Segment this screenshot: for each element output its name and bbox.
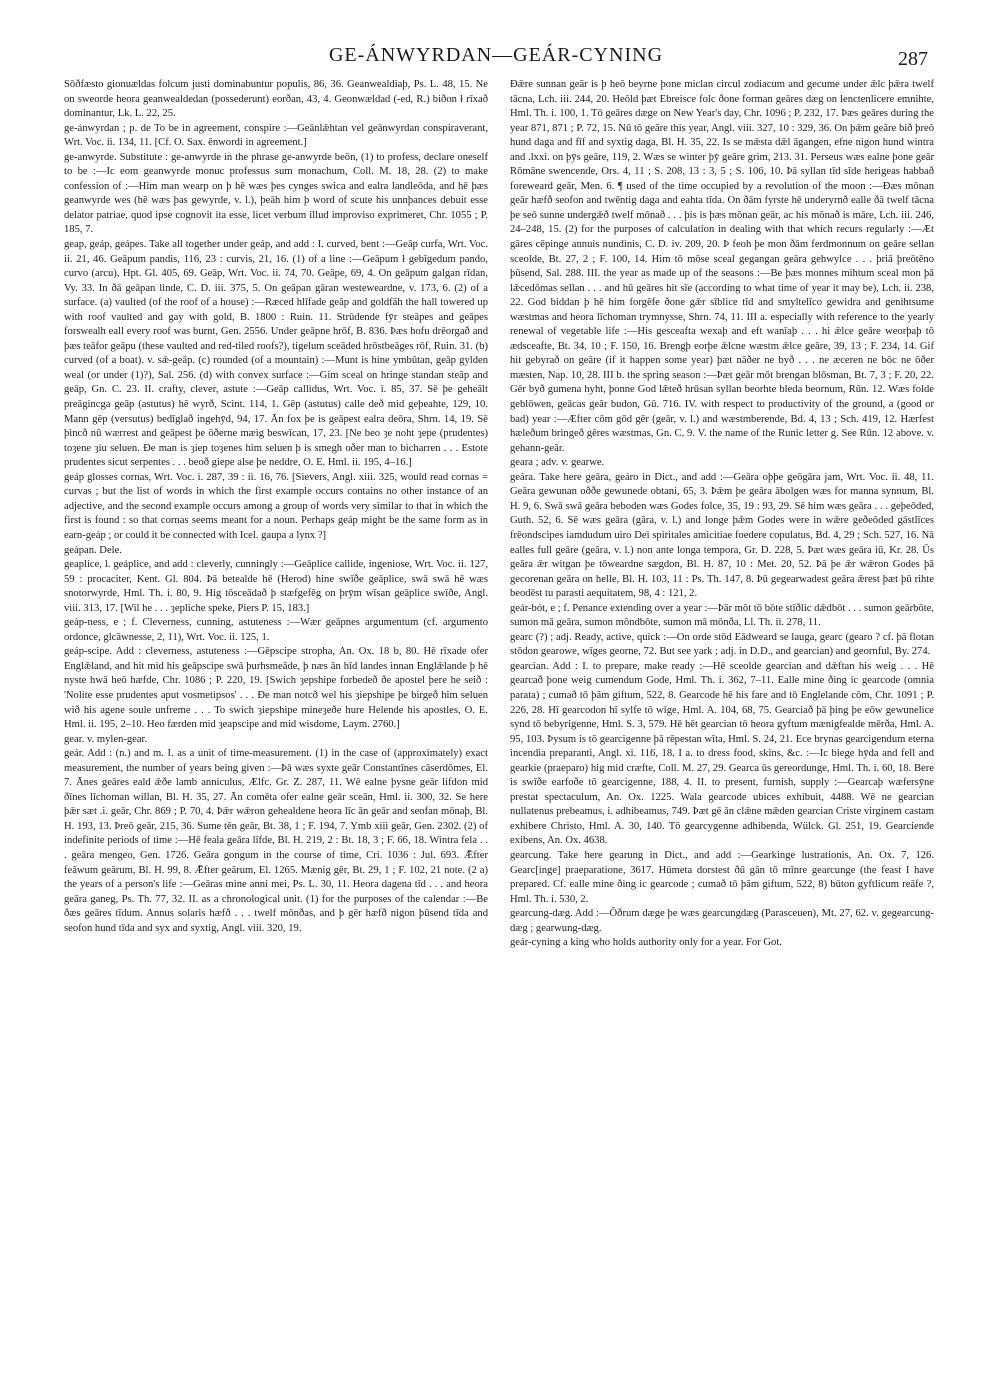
entry-paragraph: geár-cyning a king who holds authority only for a year. For Got. xyxy=(510,937,782,949)
entry-paragraph: gearcung-dæg. Add :—Ōðrum dæge þe wæs gearcungdæg (Parasceuen), Mt. 27, 62. v. gegearcung-dæg ; gearwung-dæg. xyxy=(510,908,934,934)
entry-paragraph: ge-anwyrde. Substitute : ge-anwyrde in the phrase ge-anwyrde beōn, (1) to profess, declare oneself to be :—Ic eom geanwyrde monuc professus sum monachum, Coll. M. 18, 28. (2) to make confession of :—Him man wearp on þ hē wæs þes cynges swica and ealra landleōda, and hē þæs geanwyrde wes (hē wæs þas gewyrde, v. l.), þeāh him þ word of scute his unnþances debuit esse delator patriae, quod ipse cognovit ita esse, licet verbum illud improviso exprimeret, Chr. 1055 ; P. 185, 7. xyxy=(64,151,488,236)
entry-paragraph: geára. Take here geāra, geáro in Dict., and add :—Geāra oþþe geōgāra jam, Wrt. Voc. ii. 48, 11. Geāra gewunan oððe gewunede obtani, 65, 3. Þǣm þe geāra ābolgen wæs for manna synnum, Bl. H. 9, 6. Swā swā geāra beboden wæs Godes folce, 35, 19 : 93, 29. Sē him wæs geāra . . . geþeōded, Guth. 52, 6. Sē wæs geāra (gāra, v. l.) and longe þǣm Godes were in wǣre geðeōded gāstlīces frēondscipes iamdudum uiro Dei spiritales amicitiae foedere copulatus, Bd. 4, 29 ; Sch. 527, 16. Nā ealles full geāre (geāra, v. l.) non ante longa tempora, Gr. D. 228, 5. Þæt wæs geāra iū, Kr. 28. Ūs geāra ǣr witgan þe tōweardne sægdon, Bl. H. 87, 10 : Met. 20, 52. Þā þe ǣr wǣron Godes þā gecorenan geāra on helle, Bl. H. 103, 11 : Ps. Th. 147, 8. Þū gegearwadest geāra ǣrest þæt þū rihte beodēst tu parasti aequitatem, 98, 4 : 121, 2. xyxy=(510,471,934,600)
entry-paragraph: gearcung. Take here gearung in Dict., and add :—Gearkinge lustrationis, An. Ox. 7, 126. Gearc[inge] praeparatione, 3617. Hūmeta dorstest ðū gān tō mīnre gearcunge (the feast I have prepared. Cf. ealle mine ðing ic gearcode ; cumað tō þām giftum, 522, 8) būton gyftlicum reāfe ?, Hml. Th. i. 530, 2. xyxy=(510,849,934,905)
entry-paragraph: gearcian. Add : I. to prepare, make ready :—Hē sceolde gearcian and dǣftan his weig . . . Hē gearcað þone weig cumendum Gode, Hml. Th. i. 362, 7–11. Ealle mine ðing ic gearcode (omnia parata) ; cumað tō þām giftum, 522, 8. Gearcode hē his fare and tō Englelande cōm, Chr. 1091 ; P. 226, 28. Hī gearcodon hī sylfe tō wīge, Hml. A. 104, 68, 75. Gearciað þā þing þe eōw gewunelice synd tō bebyrigenne, Hml. S. 3, 579. Hē hēt gearcian tō heora gyftum mænigfealde mērða, Hml. A. 95, 103. Þysum is tō gearcigenne þā rēpestan wīta, Hml. S. 24, 21. Ece brynas gearcigendum eterna incendia preparanti, Angl. xi. 116, 18. I a. to dress food, skins, &c. :—Ic biege hȳda and fell and gearkie (praeparo) hig mid cræfte, Coll. M. 27, 29. Gearca ūs gereordunge, Hml. Th. i. 60, 18. Bere is swīðe earfoðe tō gearcigenne, 188, 4. II. to present, furnish, supply :—Gearcaþ wæfersȳne prestat spectaculum, An. Ox. 1225. Wala gearcode ubices exhibuit, 4488. Wē ne gearcian nullatenus prebeamus, i. adhibeamus, 749. Þæt gē ān clǣne mǣden gearcian Criste virginem castam exhibere Christo, Hml. A. 30, 140. Tō gearcygenne adhibenda, Wülck. Gl. 251, 19. Gearciende exibens, An. Ox. 4638. xyxy=(510,660,934,847)
entry-paragraph: Ðǣre sunnan geār is þ heō beyrne þone miclan circul zodiacum and gecume under ǣlc þǣra twelf tācna, Lch. iii. 244, 20. Heōld þæt Ebreisce folc ðone forman geāres dæg on lenctenlicere emnihte, Hml. Th. i. 100, 1. Tō geāres dæge on New Year's day, Chr. 1096 ; P. 232, 17. Þæs geāres during the year 871, 871 ; P. 72, 15. Nū tō geāre this year, Angl. viii. 327, 10 : 329, 36. On þǣm geāre bið þreō hund daga and fīf and syxtig daga, Bl. H. 35, 22. Is se mǣsta dǣl āgangen, efne nigon hund wintra and .lxxi. on þȳs geāre, 119, 2. Wæs se winter þȳ geāre grim, 213. 31. Perseus wæs ealne þone geār Rōmāne swencende, Ors. 4, 11 ; S. 208, 13 : 3, 5 ; S. 106, 10. Þā syllan tīd sīde herigeas habbað foreweard geār, Men. 6. ¶ used of the time occupied by a revolution of the moon :—Ðæs mōnan geār hæfð seofon and twēntig daga and eahta tīda. On ðām fyrste hē underyrnð ealle ðā twelf tācna þe seō sunne undergǣð twelf mōnað . . . þis is þæs mōnan geār, ac his mōnað is māre, Lch. iii. 246, 24–248, 15. (2) for the purposes of calculation in dealing with that which recurs regularly :—Æt gāres cēpinge annuis nundinis, C. D. iv. 209, 20. Þ feoh þe mon ðām ferdmonnum on geāre sellan sceolde, Bt. 27, 2 ; F. 100, 14. Him tō mōse sceal gegangan geāra gehwylce . . . þriā þreōtēno þūsend, Sal. 288. III. the year as made up of the seasons :—Be þæs monnes mihtum sceal mon þā lǣcedōmas sellan . . . and hū geāres hit sīe (according to what time of year it may be), Lch. ii. 238, 22. God biddan þ hē him forgēfe ðone gǣr sīblice tīd and smyltelīco gewidra and genihtsume wæstmas and heora līchoman trymnysse, Shrn. 74, 11. III a. especially with reference to the yearly renewal of vegetable life :—His gesceafta wexaþ and eft wanīaþ . . . hi ǣlce geāre weorþaþ tō ædsceafte, Bt. 34, 10 ; F. 150, 16. Brengþ eorþe ǣlcne wæstm ǣlce geāre, 39, 13 ; F. 234, 14. Gif hit gebyrað on geāre (if it happen some year) þæt nāðer ne byð . . . ne æceren ne bōc ne ōðer mæsten, Nap. 10, 28. III b. the spring season :—Þæt geār mōt brengan blōsman, Bt. 7, 3 ; F. 20, 22. Gēr byð gumena hyht, þonne God lǣteð hrūsan syllan beorhte bleda beornum, Rūn. 12. Wæs folde geblōwen, geācas geār budon, Gū. 716. IV. with respect to productivity of the ground, a (good or bad) year :—Æfter cōm gōd gēr (geār, v. l.) and wæstmberende, Bd. 4, 13 ; Sch. 419, 12. Hærfest hæleðum bringeð gēres wæstmas, Gn. C. 9. V. the name of the Runic letter g. See Rūn. 12 above. v. gehann-geār. xyxy=(510,79,934,454)
entry-paragraph: ge-ánwyrdan ; p. de To be in agreement, conspire :—Geānlǣhtan vel geānwyrdan conspiraverant, Wrt. Voc. ii. 134, 11. [Cf. O. Sax. ēnwordi in agreement.] xyxy=(64,122,488,149)
entry-paragraph: geáp glosses cornas, Wrt. Voc. i. 287, 39 : ii. 16, 76. [Sievers, Angl. xiii. 325, would read cornas = curvas ; but the list of words in which the first example occurs contains no other instance of an adjective, and the second example occurs among a group of words very similar to that in which the first is found : so that cornas seems meant for a noun. Perhaps geáp might be the same form as in earn-geáp ; or could it be connected with Icel. gaupa a lynx ?] xyxy=(64,471,488,541)
page-header xyxy=(64,44,928,74)
page-number: 287 xyxy=(898,48,928,70)
entry-paragraph: geaplice, l. geáplice, and add : cleverly, cunningly :—Geāplice callide, ingeniose, Wrt. Voc. ii. 127, 59 : procaciter, Kent. Gl. 804. Þā betealde hē (Herod) hine swīðe geāplice, swā swā hē wæs snotorwyrde, Hml. Th. i. 80, 9. Hig tōsceādað þ stæfgefēg on þrȳm wīsan geāplice swīðe, Angl. viii. 313, 17. [Wil he . . . ȝepliche speke, Piers P. 15, 183.] xyxy=(64,559,488,614)
left-column xyxy=(64,78,488,1363)
running-head: GE-ÁNWYRDAN—GEÁR-CYNING xyxy=(328,44,664,66)
entry-paragraph: geáp-scipe. Add : cleverness, astuteness :—Gēpscipe stropha, An. Ox. 18 b, 80. Hē rīxade ofer Englǣland, and hit mid his geāpscipe swā þurhsmeāde, þ næs ān hīd landes innan Englǣlande þ hē nyste hwā heō hæfde, Chr. 1086 ; P. 220, 19. [Swich ȝepshipe forbedeð ðe apostel þere he seið : 'Nolite esse prudentes aput vosmetipsos' . . . Ðe man notcð wel his ȝiepshipe þe birgeð him seluen wið his agene soule unfreme . . . To swich ȝiepshipe mineȝeðe hure Helende his apostles, O. E. Hml. ii. 195, 2–10. Heo færden mid ȝeapscipe and mid wisdome, Laym. 2760.] xyxy=(64,646,488,731)
entry-paragraph: geár. Add : (n.) and m. I. as a unit of time-measurement. (1) in the case of (approximately) exact measurement, the number of years being given :—Þā wæs syxte geār Constantīnes cāserdōmes, El. 7. Ānes geāres eald ǣðe lamb anniculus, Ælfc. Gr. Z. 287, 11. Wē ealne þysne geār lifdon mid ðīnes līchoman willan, Bl. H. 35, 27. Ān comēta ofer ealne geār sceān, Hml. ii. 300, 32. Se here þǣr sæt .i. geār, Chr. 869 ; P. 70, 4. Þǣr wǣron gehealdene heora līc ān geār and seofan mōnaþ, Bl. H. 193, 13. Þreō geār, 215, 36. Sume tēn geār, Bt. 38, 1 ; F. 194, 7. Ymb xiii geār, Gen. 2302. (2) of indefinite periods of time :—Hē feala geāra līfde, Bl. H. 219, 2 : Bt. 18, 3 ; F. 66, 18. Wintra fela . . . geāra mengeo, Gen. 1726. Geāra gongum in the course of time, Cri. 1036 : Jul. 693. Ǣfter feāwum geārum, Bl. H. 99, 8. Ǣfter geārum, El. 1265. Mænig gēr, Bt. 29, 1 ; F. 102, 21 note. (2 a) the years of a person's life :—Geāras mine anni mei, Ps. L. 30, 11. Heora dagena tīd . . . and heora geāra ganeg, Ps. Th. 77, 32. II. as a chronological unit. (1) for the purposes of the calendar :—Be ðæs geāres tīdum. Annus solaris hæfð . . . twelf mōnðas, and þ gēr hæfð nigon þūsend tīda and seofon hund tīda and syx and syxtig, Angl. viii. 320, 19. xyxy=(64,748,488,934)
entry-paragraph: gear. v. mylen-gear. xyxy=(64,733,148,745)
entry-paragraph: Sōðfæsto gionuældas folcum justi dominabuntur populis, 86, 36. Geanwealdiaþ, Ps. L. 48, 15. Ne on sweorde heora geanwealdedan (possederunt) eorðan, 43, 4. Geonwældad (-ed, R.) biðon ł rīxað dominantur, Lk. L. 22, 25. xyxy=(64,79,488,120)
entry-paragraph: gearc (?) ; adj. Ready, active, quick :—On orde stōd Eādweard se lauga, gearc (gearo ? cf. þā flotan stōdon gearowe, wīges georne, 72. But see yark ; adj. in D.D., and gearcian) and geornful, By. 274. xyxy=(510,631,934,658)
entry-paragraph: geáp-ness, e ; f. Cleverness, cunning, astuteness :—Wær geāpnes argumentum (cf. argumento ordonce, glcāwnesse, 2, 11), Wrt. Voc. ii. 125, 1. xyxy=(64,617,488,643)
right-column xyxy=(510,78,934,1363)
entry-paragraph: geár-bót, e ; f. Penance extending over a year :—Þār mōt tō bōte stīðlic dǣdbōt . . . sumon geārbōte, sumon mā geāra, sumon mōndbōte, sumon mā mōnða, Ll. Th. ii. 278, 11. xyxy=(510,602,934,629)
entry-paragraph: geápan. Dele. xyxy=(64,544,122,556)
entry-paragraph: geara ; adv. v. gearwe. xyxy=(510,457,605,469)
entry-paragraph: geap, geáp, geápes. Take all together under geáp, and add : I. curved, bent :—Geāp curfa, Wrt. Voc. ii. 21, 46. Geāpum pandis, 116, 23 : curvis, 21, 16. (1) of a line :—Geāpum ł gebīgedum pando, curvo (arcu), Hpt. Gl. 405, 69. Geāp, Wrt. Voc. ii. 74, 70. Geāpe, 69, 4. On geāpum galgan rīdan, Vy. 33. In ðā geāpan linde, C. D. iii. 375, 5. On geāpan gāran westeweardne, v. 173, 6. (2) of a surface. (a) vaulted (of the roof of a house) :—Ræced hlīfade geāp and goldfāh the hall towered up with roof vaulted and gay with gold, B. 1800 : Ruin. 11. Strūdende fȳr steāpes and geāpes forswealh eall every roof was burnt, Gen. 2556. Under geāpne hrōf, B. 836. Þæs hofu drēorgað and þæs teāfor geāpu (these vaulted and red-tiled roofs?), tigelum sceāded hrōstbeāges rōf, Ruin. 31. (b) curved (of a boat). v. sǣ-geāp. (c) rounded (of a mountain) :—Munt is hine ymbūtan, geāp gylden weal (or under (1)?), Sal. 256. (d) with convex surface :—Gim sceal on hringe standan steāp and geāp, Gn. C. 23. II. crafty, clever, astute :—Geāp callidus, Wrt. Voc. i. 85, 37. Sē þe geheālt preāgincga geāp (astutus) hē wyrð, Scint. 114, 1. Gēp (astutus) calle deð mid geþeahte, 129, 10. Mann gēp (versutus) bedīglað ingehȳd, 94, 17. Ān fox þe is geāpest ealra deōra, Shrn. 14, 19. Sē þincð nū wærrest and geāpest þe ōðerne mæig beswīcan, 17, 23. [Ne beo ȝe noht ȝepe (prudentes) toȝene ȝiu seluen. Ðe man is ȝiep toȝenes him seluen þ is smegh oðer man to bicharren . . . Estote prudentes sicut serpentes . . . beoð giepe alse þe neddre, O. E. Hml. ii. 195, 4–16.] xyxy=(64,239,488,469)
